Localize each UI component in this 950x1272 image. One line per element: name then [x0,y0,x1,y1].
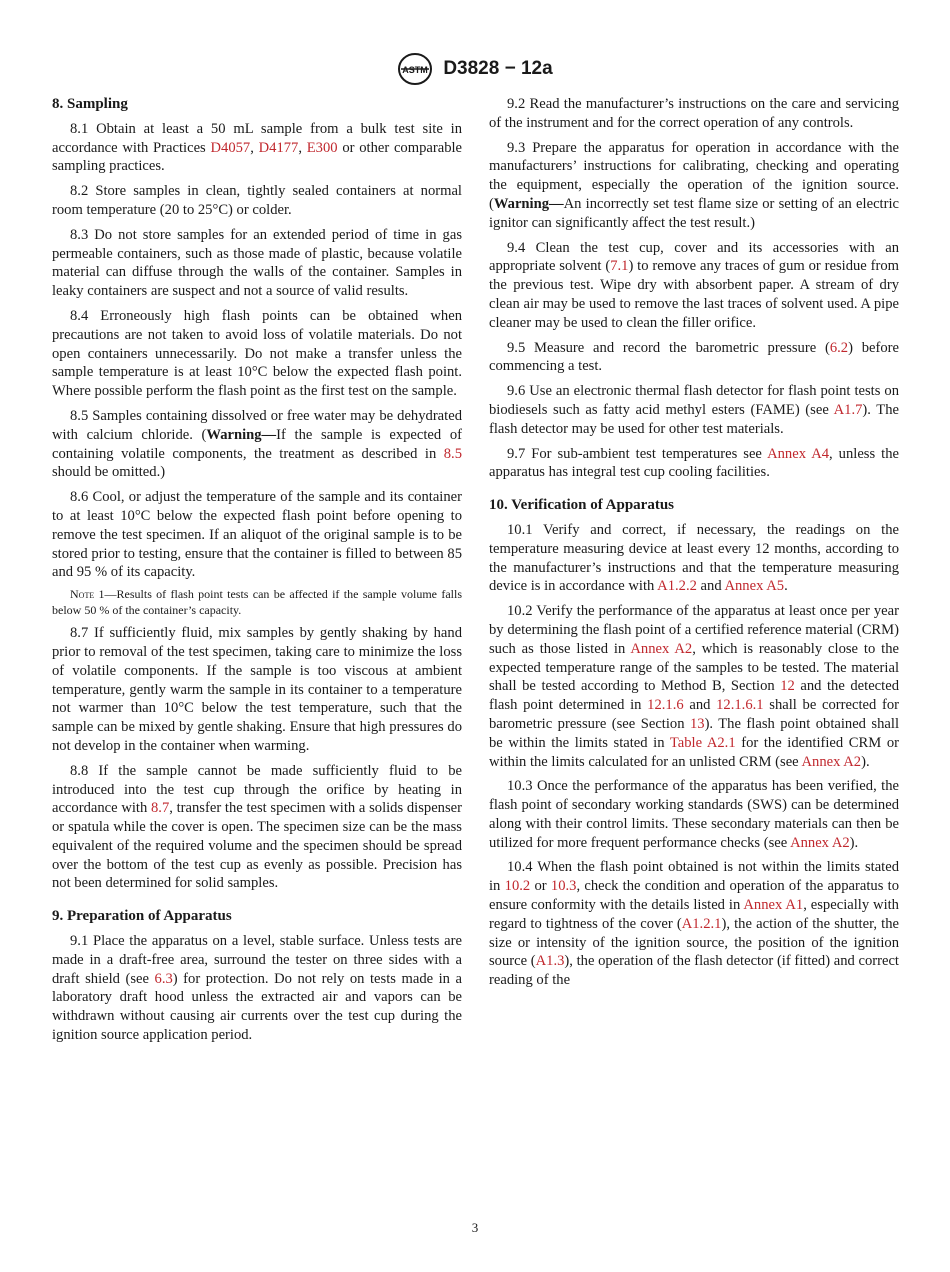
para-10-1: 10.1 Verify and correct, if necessary, the readings on the temperature measuring device at least every 12 months, according to the manufacturer’s instructions and that the temperature measuring device is in accordance with A1.2.2 and Annex A5. [489,521,899,595]
ref-12-1-6-link[interactable]: 12.1.6 [647,697,684,714]
ref-annex-a1-link[interactable]: Annex A1 [743,897,804,914]
para-8-1: 8.1 Obtain at least a 50 mL sample from a bulk test site in accordance with Practices D4057, D4177, E300 or other comparable sampling practices. [52,120,463,175]
para-8-3: 8.3 Do not store samples for an extended period of time in gas permeable containers, such as those made of plastic, because volatile material can diffuse through the walls of the container. Samples in leaky containers are suspect and not a source of valid results. [52,226,462,300]
para-8-6: 8.6 Cool, or adjust the temperature of the sample and its container to at least 10°C below the expected flash point before opening to remove the test specimen. If an aliquot of the original sample is to be stored prior to testing, ensure that the container is filled to between 85 and 95 % of its capacity. [52,489,462,581]
para-8-2: 8.2 Store samples in clean, tightly sealed containers at normal room temperature (20 to 25°C) or colder. [52,183,462,218]
page-header [0,52,950,86]
para-9-6: 9.6 Use an electronic thermal flash detector for flash point tests on biodiesels such as fatty acid methyl esters (FAME) (see A1.7). The flash detector may be used for other test materials. [489,383,899,437]
ref-a1-2-1-link[interactable]: A1.2.1 [681,915,722,932]
ref-section-13-link[interactable]: 13 [689,715,705,732]
para-9-1: 9.1 Place the apparatus on a level, stable surface. Unless tests are made in a draft-free area, surround the tester on three sides with a draft shield (see 6.3) for protection. Do not rely on tests made in a laboratory draft hood unless the extracted air and vapors can be withdrawn without causing air currents over the test cup during the ignition source application period. [52,933,462,1044]
para-9-5: 9.5 Measure and record the barometric pressure (6.2) before commencing a test. [489,339,900,375]
para-8-4: 8.4 Erroneously high flash points can be obtained when precautions are not taken to avoid loss of volatile materials. Do not open containers unnecessarily. Do not make a transfer unless the sample temperature is at least 10°C below the expected flash point. Where possible perform the flash point as the first test on the sample. [52,307,462,400]
ref-section-12-link[interactable]: 12 [780,678,795,695]
ref-a1-7-link[interactable]: A1.7 [833,401,863,418]
para-8-5: 8.5 Samples containing dissolved or free water may be dehydrated with calcium chloride. (Warning—If the sample is expected of containing volatile components, the treatment as described in 8.5 should be omitted.) [52,407,463,481]
ref-6-3-link[interactable]: 6.3 [154,970,173,987]
ref-6-2-link[interactable]: 6.2 [829,339,849,356]
para-8-7: 8.7 If sufficiently fluid, mix samples by gently shaking by hand prior to removal of the test specimen, taking care to minimize the loss of volatile components. If the sample is too viscous at ambient temperature, gently warm the sample in its container to a temperature not warmer than 10°C below the test temperature, such that the sample can be mixed by gentle shaking. Ensure that high pressures do not develop in the container when warming. [52,625,462,754]
ref-annex-a4-link[interactable]: Annex A4 [767,445,830,462]
section-8-heading: 8. Sampling [52,96,128,112]
astm-logo-icon [397,52,433,86]
para-8-8: 8.8 If the sample cannot be made sufficiently fluid to be introduced into the test cup through the orifice by heating in accordance with 8.7, transfer the test specimen with a solids dispenser or spatula while the cover is open. The specimen size can be the mass equivalent of the required volume and the specimen should be spread over the bottom of the test cup as evenly as possible. Precision has not been determined for solid samples. [52,762,462,892]
section-10-heading: 10. Verification of Apparatus [489,497,675,514]
note-1: Note 1—Results of flash point tests can be affected if the sample volume falls below 50 % of the container’s capacity. [52,587,462,618]
logo-text: ASTM [402,65,429,75]
page-number: 3 [471,1220,479,1235]
ref-10-3-link[interactable]: 10.3 [550,878,577,895]
ref-8-5-link[interactable]: 8.5 [443,445,462,462]
right-column [489,95,899,996]
ref-10-2-link[interactable]: 10.2 [504,878,531,895]
para-10-2: 10.2 Verify the performance of the apparatus at least once per year by determining the flash point of a certified reference material (CRM) such as those listed in Annex A2, which is reasonably close to the expected temperature range of the samples to be tested. The material shall be tested according to Method B, Section 12 and the detected flash point determined in 12.1.6 and 12.1.6.1 shall be corrected for barometric pressure (see Section 13). The flash point obtained shall be within the limits stated in Table A2.1 for the identified CRM or within the limits calculated for an unlisted CRM (see Annex A2). [489,603,900,770]
para-9-4: 9.4 Clean the test cup, cover and its accessories with an appropriate solvent (7.1) to remove any traces of gum or residue from the previous test. Wipe dry with absorbent paper. A stream of dry clean air may be used to remove the last traces of solvent used. A pipe cleaner may be used to clean the filler orifice. [489,239,899,331]
ref-a1-2-2-link[interactable]: A1.2.2 [657,578,697,595]
section-9-heading: 9. Preparation of Apparatus [52,908,232,925]
para-9-2: 9.2 Read the manufacturer’s instructions on the care and servicing of the instrument and for the correct operation of any controls. [489,96,899,131]
ref-annex-a2-link[interactable]: Annex A2 [630,640,693,657]
para-9-3: 9.3 Prepare the apparatus for operation in accordance with the manufacturers’ instructions for calibrating, checking and operating the equipment, especially the operation of the ignition source. (Warning—An incorrectly set test flame size or setting of an electric ignitor can significantly affect the test result.) [489,139,899,231]
ref-e300-link[interactable]: E300 [306,139,338,156]
ref-12-1-6-1-link[interactable]: 12.1.6.1 [716,697,764,714]
ref-table-a2-1-link[interactable]: Table A2.1 [669,734,736,751]
ref-a1-3-link[interactable]: A1.3 [535,953,565,970]
document-id: D3828 − 12a [443,58,553,79]
ref-annex-a2-link[interactable]: Annex A2 [801,753,862,770]
left-column [52,95,462,1051]
ref-7-1-link[interactable]: 7.1 [610,258,629,275]
ref-annex-a5-link[interactable]: Annex A5 [724,578,785,595]
para-10-4: 10.4 When the flash point obtained is not within the limits stated in 10.2 or 10.3, check the condition and operation of the apparatus to ensure conformity with the details listed in Annex A1, especially with regard to tightness of the cover (A1.2.1), the action of the shutter, the size or intensity of the ignition source, the position of the ignition source (A1.3), the operation of the flash detector (if fitted) and correct reading of the [489,859,900,989]
ref-d4177-link[interactable]: D4177 [258,139,299,156]
ref-8-7-link[interactable]: 8.7 [151,800,170,817]
ref-annex-a2-link[interactable]: Annex A2 [790,834,850,851]
ref-d4057-link[interactable]: D4057 [210,139,251,156]
para-10-3: 10.3 Once the performance of the apparatus has been verified, the flash point of secondary working standards (SWS) can be determined along with their control limits. These secondary materials can then be utilized for more frequent performance checks (see Annex A2). [489,778,899,851]
para-9-7: 9.7 For sub-ambient test temperatures see Annex A4, unless the apparatus has integral test cup cooling facilities. [489,445,899,481]
